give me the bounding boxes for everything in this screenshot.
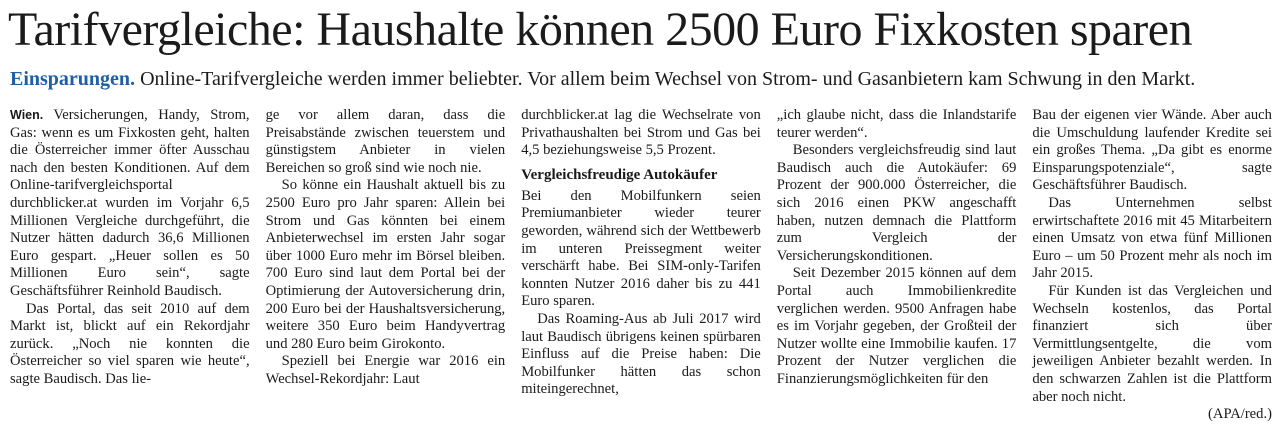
paragraph: „ich glaube nicht, dass die Inlandstarife teurer werden“. — [776, 107, 1017, 141]
paragraph-text: Versicherungen, Handy, Strom, Gas: wenn es um Fixkosten geht, halten die Österreicher immer öfter Ausschau nach den besten Konditionen. Auf dem Online-tarifvergleichsportal durchblicker.at wurden im Vorjahr 6,5 Millionen Vergleiche durchgeführt, die Nutzer hätten dadurch 36,6 Millionen Euro gespart. „Heuer sollen es 50 Millionen Euro sein“, sagte Geschäftsführer Reinhold Baudisch. — [10, 107, 250, 299]
paragraph: Das Roaming-Aus ab Juli 2017 wird laut Baudisch übrigens keinen spürbaren Einfluss auf die Preise haben: Die Mobilfunker hätten das schon miteingerechnet, — [521, 310, 761, 398]
paragraph: So könne ein Haushalt aktuell bis zu 2500 Euro pro Jahr sparen: Allein bei Strom und Gas könnten bei einem Anbieterwechsel im ersten Jahr sogar über 1000 Euro mehr im Börsel bleiben. 700 Euro sind laut dem Portal bei der Optimierung der Autoversicherung drin, 200 Euro bei der Haushaltsversicherung, weitere 350 Euro beim Handyvertrag und 280 Euro beim Girokonto. — [265, 177, 506, 352]
paragraph — [10, 107, 250, 301]
column-2 — [266, 107, 506, 427]
paragraph: durchblicker.at lag die Wechselrate von Privathaushalten bei Strom und Gas bei 4,5 beziehungsweise 5,5 Prozent. — [521, 107, 761, 159]
headline: Tarifvergleiche: Haushalte können 2500 Euro Fixkosten sparen — [8, 3, 1193, 56]
subline-kicker: Einsparungen. — [10, 68, 136, 90]
paragraph: Speziell bei Energie war 2016 ein Wechsel-Rekordjahr: Laut — [265, 353, 506, 387]
paragraph: Das Portal, das seit 2010 auf dem Markt ist, blickt auf ein Rekordjahr zurück. „Noch nie konnten die Österreicher so viel sparen wie heute“, sagte Baudisch. Das lie- — [10, 300, 250, 387]
paragraph: Bei den Mobilfunkern seien Premiumanbieter wieder teurer geworden, während sich der Wettbewerb im unteren Preissegment weiter verschärft habe. Bei SIM-only-Tarifen konnten Nutzer 2016 daher bis zu 441 Euro sparen. — [521, 187, 761, 310]
paragraph: Seit Dezember 2015 können auf dem Portal auch Immobilienkredite verglichen werden. 9500 Anfragen habe es im Vorjahr gegeben, der Großteil der Nutzer wollte eine Immobilie kaufen. 17 Prozent der Nutzer verglichen die Finanzierungsmöglichkeiten für den — [776, 265, 1017, 387]
column-1 — [10, 107, 250, 427]
dateline: Wien. — [10, 108, 44, 122]
paragraph: Bau der eigenen vier Wände. Aber auch die Umschuldung laufender Kredite sei ein großes Thema. „Da gibt es enorme Einsparungspotenziale“, sagte Geschäftsführer Baudisch. — [1032, 107, 1272, 194]
paragraph: Für Kunden ist das Vergleichen und Wechseln kostenlos, das Portal finanziert sich über Vermittlungsentgelte, die vom jeweiligen Anbieter bezahlt werden. In den schwarzen Zahlen ist die Plattform aber noch nicht. — [1032, 282, 1272, 405]
column-3 — [521, 107, 761, 427]
paragraph: ge vor allem daran, dass die Preisabstände zwischen teuerstem und günstigstem Anbieter in vielen Bereichen so groß sind wie noch nie. — [265, 107, 506, 176]
subheading: Vergleichsfreudige Autokäufer — [521, 166, 718, 183]
subline — [10, 66, 1278, 92]
article-body — [10, 107, 1272, 427]
paragraph: Besonders vergleichsfreudig sind laut Baudisch auch die Autokäufer: 69 Prozent der 900.000 Österreicher, die sich 2016 einen PKW angeschafft haben, nutzen demnach die Plattform zum Vergleich der Versicherungskonditionen. — [776, 142, 1017, 264]
paragraph: Das Unternehmen selbst erwirtschaftete 2016 mit 45 Mitarbeitern einen Umsatz von etwa fünf Millionen Euro – um 50 Prozent mehr als noch im Jahr 2015. — [1032, 194, 1272, 282]
column-4 — [777, 107, 1017, 427]
credit: (APA/red.) — [1208, 406, 1272, 423]
subline-text: Online-Tarifvergleiche werden immer beliebter. Vor allem beim Wechsel von Strom- und Gasanbietern kam Schwung in den Markt. — [140, 68, 1196, 90]
column-5 — [1032, 107, 1272, 427]
